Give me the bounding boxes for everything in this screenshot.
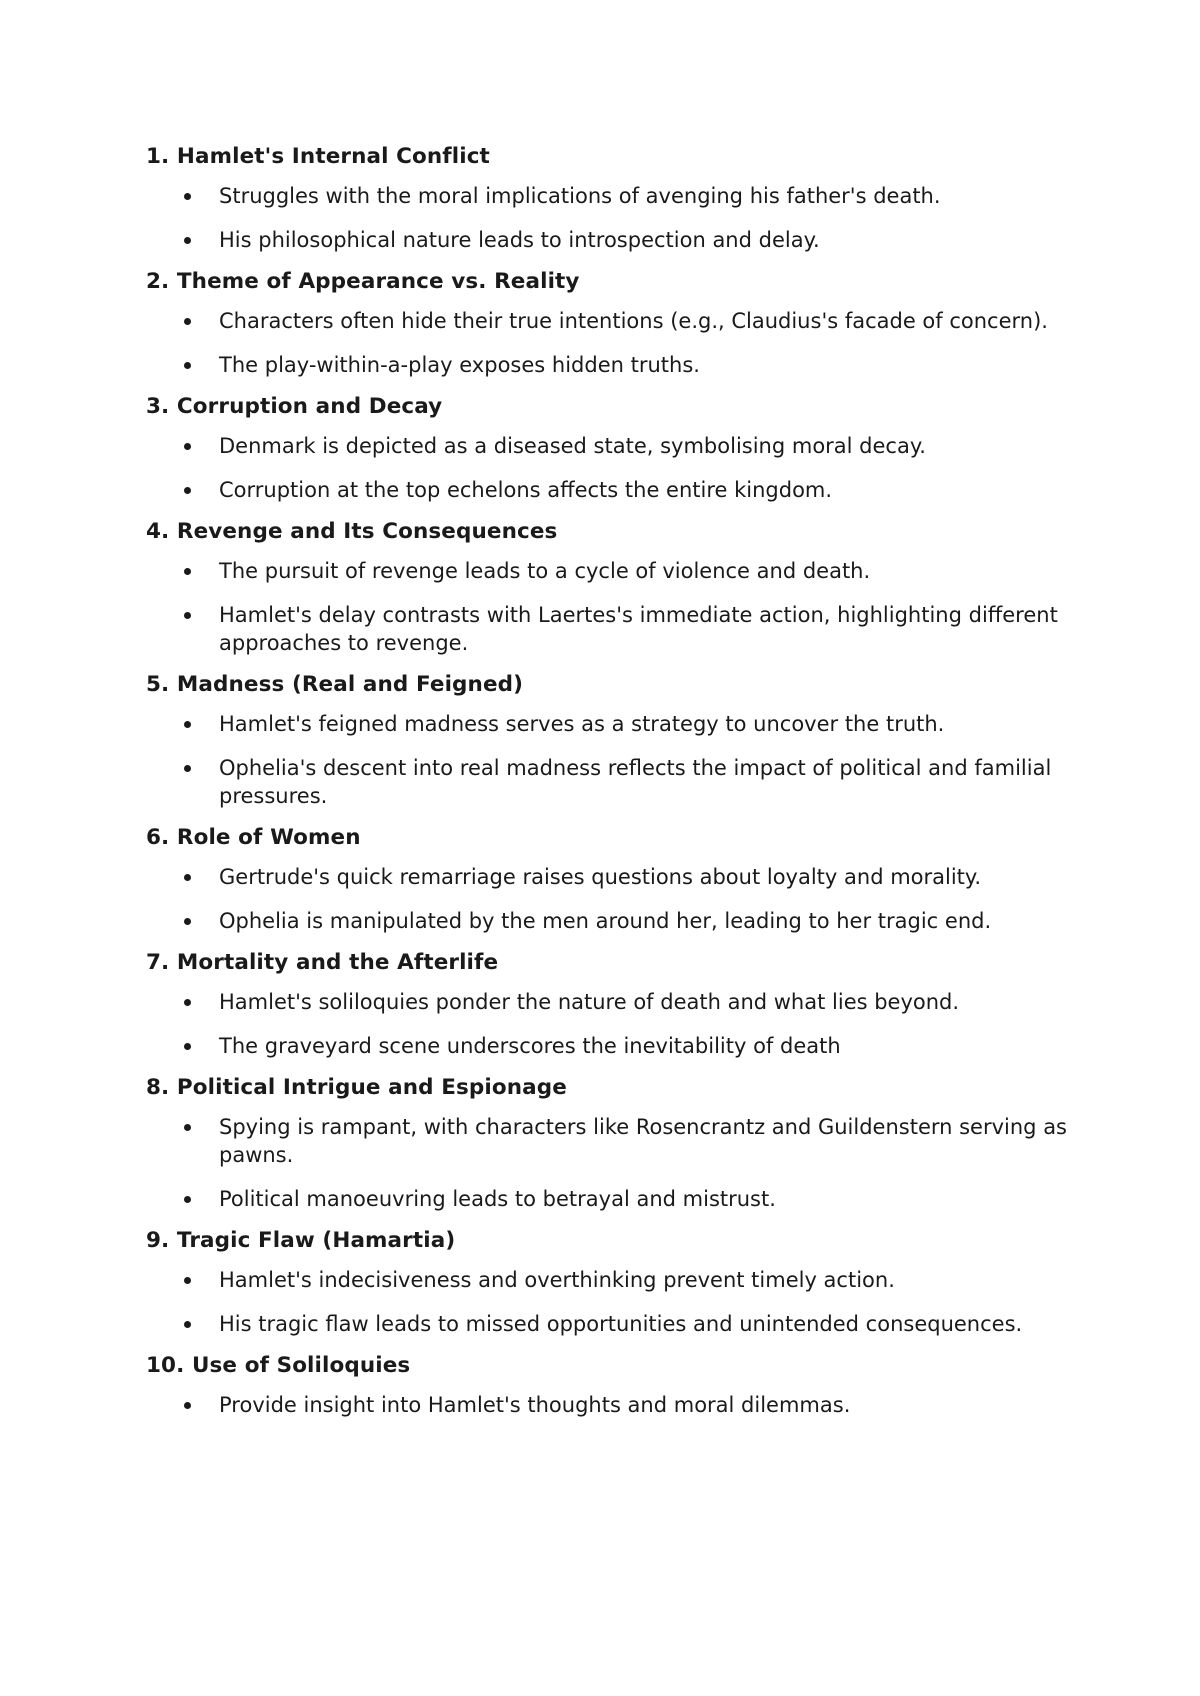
section-heading: 9. Tragic Flaw (Hamartia) xyxy=(146,1228,456,1253)
bullet-text: Provide insight into Hamlet's thoughts and moral dilemmas. xyxy=(219,1393,851,1417)
bullet-dot-icon xyxy=(184,999,191,1006)
section-6 xyxy=(146,823,1076,935)
bullet-text: Corruption at the top echelons affects the entire kingdom. xyxy=(219,478,833,502)
bullet-text: Characters often hide their true intentions (e.g., Claudius's facade of concern). xyxy=(219,309,1048,333)
bullet-item xyxy=(146,1266,1076,1294)
bullet-list xyxy=(146,710,1076,810)
bullet-item xyxy=(146,863,1076,891)
bullet-item xyxy=(146,601,1076,657)
bullet-text: The graveyard scene underscores the inevitability of death xyxy=(219,1034,841,1058)
bullet-list xyxy=(146,1266,1076,1338)
bullet-dot-icon xyxy=(184,918,191,925)
bullet-item xyxy=(146,907,1076,935)
section-heading: 4. Revenge and Its Consequences xyxy=(146,519,558,544)
bullet-dot-icon xyxy=(184,874,191,881)
bullet-text: Ophelia is manipulated by the men around her, leading to her tragic end. xyxy=(219,909,992,933)
section-heading: 6. Role of Women xyxy=(146,825,361,850)
bullet-dot-icon xyxy=(184,1321,191,1328)
bullet-dot-icon xyxy=(184,765,191,772)
bullet-text: Struggles with the moral implications of avenging his father's death. xyxy=(219,184,941,208)
section-heading: 1. Hamlet's Internal Conflict xyxy=(146,144,490,169)
bullet-text: Hamlet's feigned madness serves as a strategy to uncover the truth. xyxy=(219,712,945,736)
bullet-list xyxy=(146,182,1076,254)
section-4 xyxy=(146,517,1076,657)
bullet-item xyxy=(146,1032,1076,1060)
bullet-dot-icon xyxy=(184,318,191,325)
bullet-item xyxy=(146,1391,1076,1419)
section-7 xyxy=(146,948,1076,1060)
section-heading: 10. Use of Soliloquies xyxy=(146,1353,411,1378)
bullet-dot-icon xyxy=(184,612,191,619)
section-8 xyxy=(146,1073,1076,1213)
bullet-dot-icon xyxy=(184,1124,191,1131)
section-heading: 7. Mortality and the Afterlife xyxy=(146,950,499,975)
bullet-text: The play-within-a-play exposes hidden truths. xyxy=(219,353,700,377)
section-10 xyxy=(146,1351,1076,1419)
bullet-dot-icon xyxy=(184,721,191,728)
bullet-dot-icon xyxy=(184,362,191,369)
bullet-dot-icon xyxy=(184,1196,191,1203)
bullet-dot-icon xyxy=(184,1402,191,1409)
section-2 xyxy=(146,267,1076,379)
bullet-item xyxy=(146,988,1076,1016)
bullet-item xyxy=(146,226,1076,254)
bullet-text: Spying is rampant, with characters like Rosencrantz and Guildenstern serving as pawns. xyxy=(219,1115,1067,1167)
bullet-item xyxy=(146,1113,1076,1169)
section-1 xyxy=(146,142,1076,254)
bullet-dot-icon xyxy=(184,487,191,494)
bullet-item xyxy=(146,351,1076,379)
bullet-text: Political manoeuvring leads to betrayal and mistrust. xyxy=(219,1187,776,1211)
section-9 xyxy=(146,1226,1076,1338)
section-heading: 8. Political Intrigue and Espionage xyxy=(146,1075,567,1100)
bullet-text: Gertrude's quick remarriage raises questions about loyalty and morality. xyxy=(219,865,982,889)
bullet-item xyxy=(146,182,1076,210)
bullet-item xyxy=(146,710,1076,738)
bullet-dot-icon xyxy=(184,193,191,200)
bullet-item xyxy=(146,307,1076,335)
bullet-dot-icon xyxy=(184,237,191,244)
bullet-list xyxy=(146,307,1076,379)
bullet-list xyxy=(146,988,1076,1060)
bullet-text: His tragic flaw leads to missed opportunities and unintended consequences. xyxy=(219,1312,1023,1336)
bullet-item xyxy=(146,557,1076,585)
section-5 xyxy=(146,670,1076,810)
bullet-list xyxy=(146,1113,1076,1213)
section-heading: 5. Madness (Real and Feigned) xyxy=(146,672,524,697)
bullet-list xyxy=(146,557,1076,657)
bullet-item xyxy=(146,1310,1076,1338)
bullet-text: Denmark is depicted as a diseased state, symbolising moral decay. xyxy=(219,434,926,458)
document-content xyxy=(146,142,1076,1432)
bullet-list xyxy=(146,1391,1076,1419)
bullet-dot-icon xyxy=(184,568,191,575)
bullet-item xyxy=(146,432,1076,460)
bullet-text: The pursuit of revenge leads to a cycle of violence and death. xyxy=(219,559,871,583)
bullet-item xyxy=(146,476,1076,504)
bullet-dot-icon xyxy=(184,443,191,450)
bullet-dot-icon xyxy=(184,1043,191,1050)
section-heading: 2. Theme of Appearance vs. Reality xyxy=(146,269,580,294)
bullet-text: His philosophical nature leads to introspection and delay. xyxy=(219,228,820,252)
bullet-list xyxy=(146,432,1076,504)
section-heading: 3. Corruption and Decay xyxy=(146,394,443,419)
bullet-dot-icon xyxy=(184,1277,191,1284)
bullet-text: Hamlet's indecisiveness and overthinking prevent timely action. xyxy=(219,1268,895,1292)
bullet-text: Hamlet's soliloquies ponder the nature of death and what lies beyond. xyxy=(219,990,960,1014)
bullet-text: Ophelia's descent into real madness reflects the impact of political and familial pressures. xyxy=(219,756,1052,808)
bullet-list xyxy=(146,863,1076,935)
bullet-item xyxy=(146,1185,1076,1213)
section-3 xyxy=(146,392,1076,504)
bullet-text: Hamlet's delay contrasts with Laertes's immediate action, highlighting different approaches to revenge. xyxy=(219,603,1058,655)
bullet-item xyxy=(146,754,1076,810)
